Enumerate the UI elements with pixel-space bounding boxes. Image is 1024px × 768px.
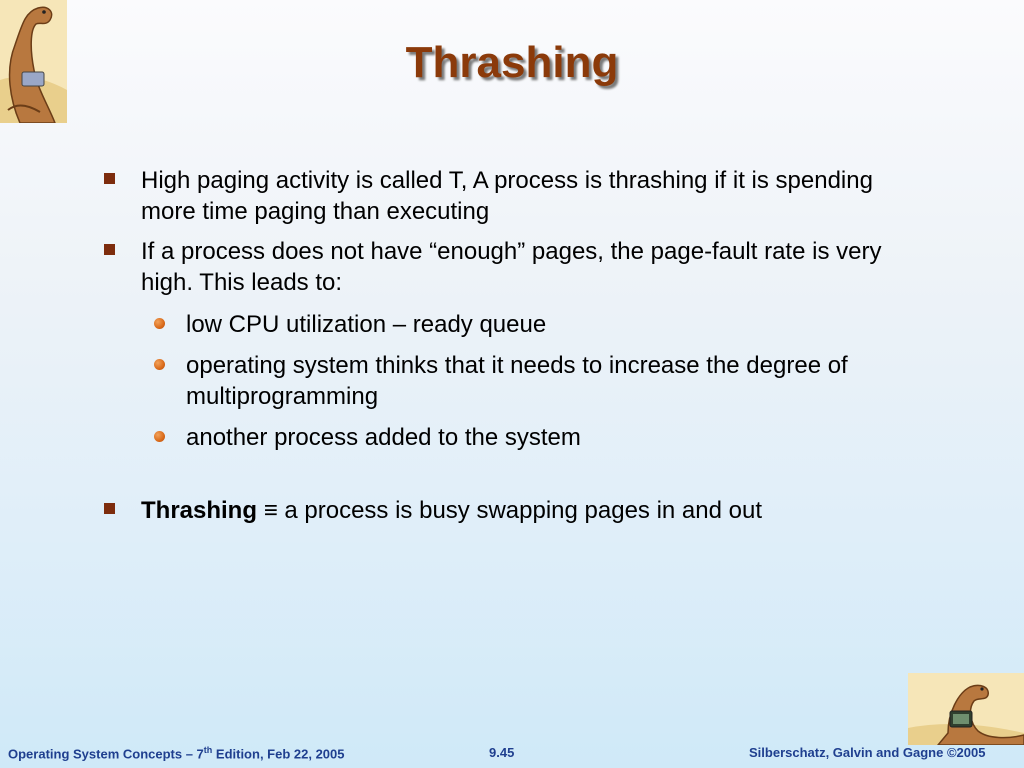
sub-bullet-os-increase: operating system thinks that it needs to increase the degree of multiprogramming (186, 350, 906, 412)
footer-course-title (8, 745, 345, 761)
definition-term: Thrashing (141, 497, 258, 524)
sub-bullet-another-process: another process added to the system (186, 422, 906, 453)
footer-copyright: Silberschatz, Galvin and Gagne ©2005 (749, 745, 986, 760)
slide-title: Thrashing (405, 38, 619, 87)
footer-title-sup: th (203, 745, 213, 755)
definition-text: a process is busy swapping pages in and out (277, 497, 763, 524)
equivalence-symbol: ≡ (263, 497, 278, 524)
sub-bullet-low-cpu: low CPU utilization – ready queue (186, 309, 906, 340)
page-number: 9.45 (489, 745, 515, 760)
bullet-thrashing-definition (141, 495, 901, 526)
footer-title-text: Operating System Concepts – 7 (8, 746, 204, 762)
dinosaur-logo-bottom (908, 673, 1024, 745)
bullet-not-enough-pages: If a process does not have “enough” pages, the page-fault rate is very high. This leads to: (141, 236, 901, 298)
footer-title-edition: Edition, Feb 22, 2005 (212, 746, 345, 762)
bullet-high-paging: High paging activity is called T, A process is thrashing if it is spending more time paging than executing (141, 165, 901, 227)
